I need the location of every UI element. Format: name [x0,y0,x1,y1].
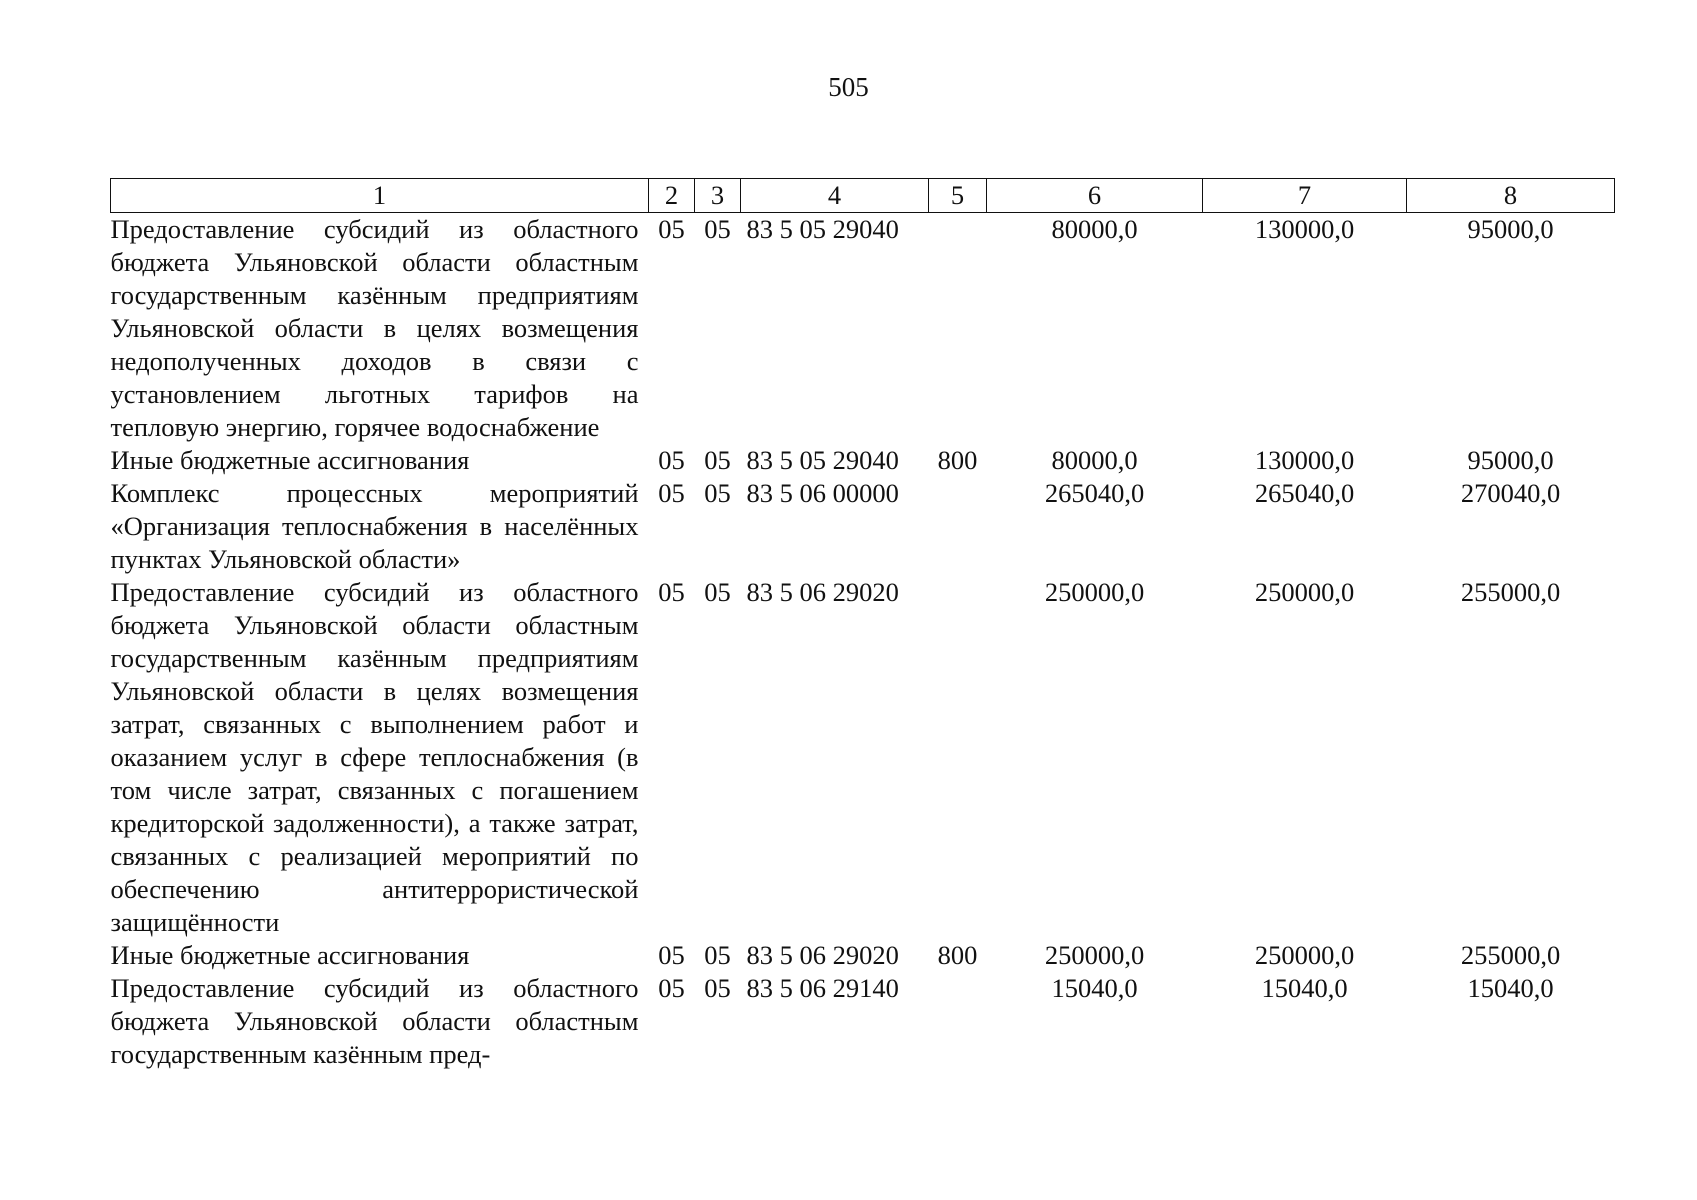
col-header-3: 3 [695,179,741,213]
table-row [111,972,1615,1071]
section-code: 05 [658,445,685,475]
subsection-code: 05 [704,478,731,508]
expense-type-code: 800 [937,445,978,475]
budget-table [110,178,1615,1071]
col-header-6: 6 [987,179,1203,213]
section-code: 05 [658,973,685,1003]
amount-col-6: 80000,0 [1051,445,1138,475]
row-description: Предоставление субсидий из областного бюджета Ульяновской области областным государственным казённым предприятиям Ульяновской области в целях возмещения недополученных доходов в связи с установлением льготных тарифов на тепловую энергию, горячее водоснабжение [110,214,639,442]
amount-col-6: 250000,0 [1044,940,1145,970]
expense-type-code [929,972,987,1071]
amount-col-8: 95000,0 [1467,214,1554,244]
section-code: 05 [658,940,685,970]
amount-col-7: 265040,0 [1254,478,1355,508]
table-header [111,179,1615,213]
expense-type-code [929,477,987,576]
page-number: 505 [828,72,869,102]
section-code: 05 [658,214,685,244]
subsection-code: 05 [704,973,731,1003]
section-code: 05 [658,577,685,607]
amount-col-7: 250000,0 [1254,577,1355,607]
target-article-code: 83 5 06 29140 [746,973,899,1003]
amount-col-6: 80000,0 [1051,214,1138,244]
col-header-8: 8 [1407,179,1615,213]
subsection-code: 05 [704,577,731,607]
amount-col-8: 255000,0 [1460,577,1561,607]
section-code: 05 [658,478,685,508]
amount-col-8: 95000,0 [1467,445,1554,475]
table-body [111,213,1615,1072]
amount-col-6: 15040,0 [1051,973,1138,1003]
subsection-code: 05 [704,214,731,244]
target-article-code: 83 5 05 29040 [746,214,899,244]
table-row [111,576,1615,939]
row-description: Предоставление субсидий из областного бюджета Ульяновской области областным государственным казённым предприятиям Ульяновской области в целях возмещения затрат, связанных с выполнением работ и оказанием услуг в сфере теплоснабжения (в том числе затрат, связанных с погашением кредиторской задолженности), а также затрат, связанных с реализацией мероприятий по обеспечению антитеррористической защищённости [110,577,639,937]
amount-col-7: 130000,0 [1254,214,1355,244]
row-description: Иные бюджетные ассигнования [110,445,470,475]
col-header-5: 5 [929,179,987,213]
expense-type-code [929,213,987,445]
target-article-code: 83 5 05 29040 [746,445,899,475]
target-article-code: 83 5 06 29020 [746,577,899,607]
column-number-row [111,179,1615,213]
table-row [111,939,1615,972]
col-header-2: 2 [649,179,695,213]
amount-col-6: 265040,0 [1044,478,1145,508]
table-row [111,213,1615,445]
col-header-1: 1 [111,179,649,213]
table-row [111,444,1615,477]
col-header-4: 4 [741,179,929,213]
expense-type-code: 800 [937,940,978,970]
target-article-code: 83 5 06 00000 [746,478,899,508]
amount-col-6: 250000,0 [1044,577,1145,607]
table-row [111,477,1615,576]
subsection-code: 05 [704,445,731,475]
amount-col-7: 130000,0 [1254,445,1355,475]
subsection-code: 05 [704,940,731,970]
target-article-code: 83 5 06 29020 [746,940,899,970]
amount-col-8: 255000,0 [1460,940,1561,970]
amount-col-8: 15040,0 [1467,973,1554,1003]
amount-col-7: 250000,0 [1254,940,1355,970]
row-description: Предоставление субсидий из областного бюджета Ульяновской области областным государственным казённым пред- [110,973,639,1069]
col-header-7: 7 [1203,179,1407,213]
amount-col-7: 15040,0 [1261,973,1348,1003]
row-description: Иные бюджетные ассигнования [110,940,470,970]
row-description: Комплекс процессных мероприятий «Организация теплоснабжения в населённых пунктах Ульяновской области» [110,478,639,574]
expense-type-code [929,576,987,939]
amount-col-8: 270040,0 [1460,478,1561,508]
